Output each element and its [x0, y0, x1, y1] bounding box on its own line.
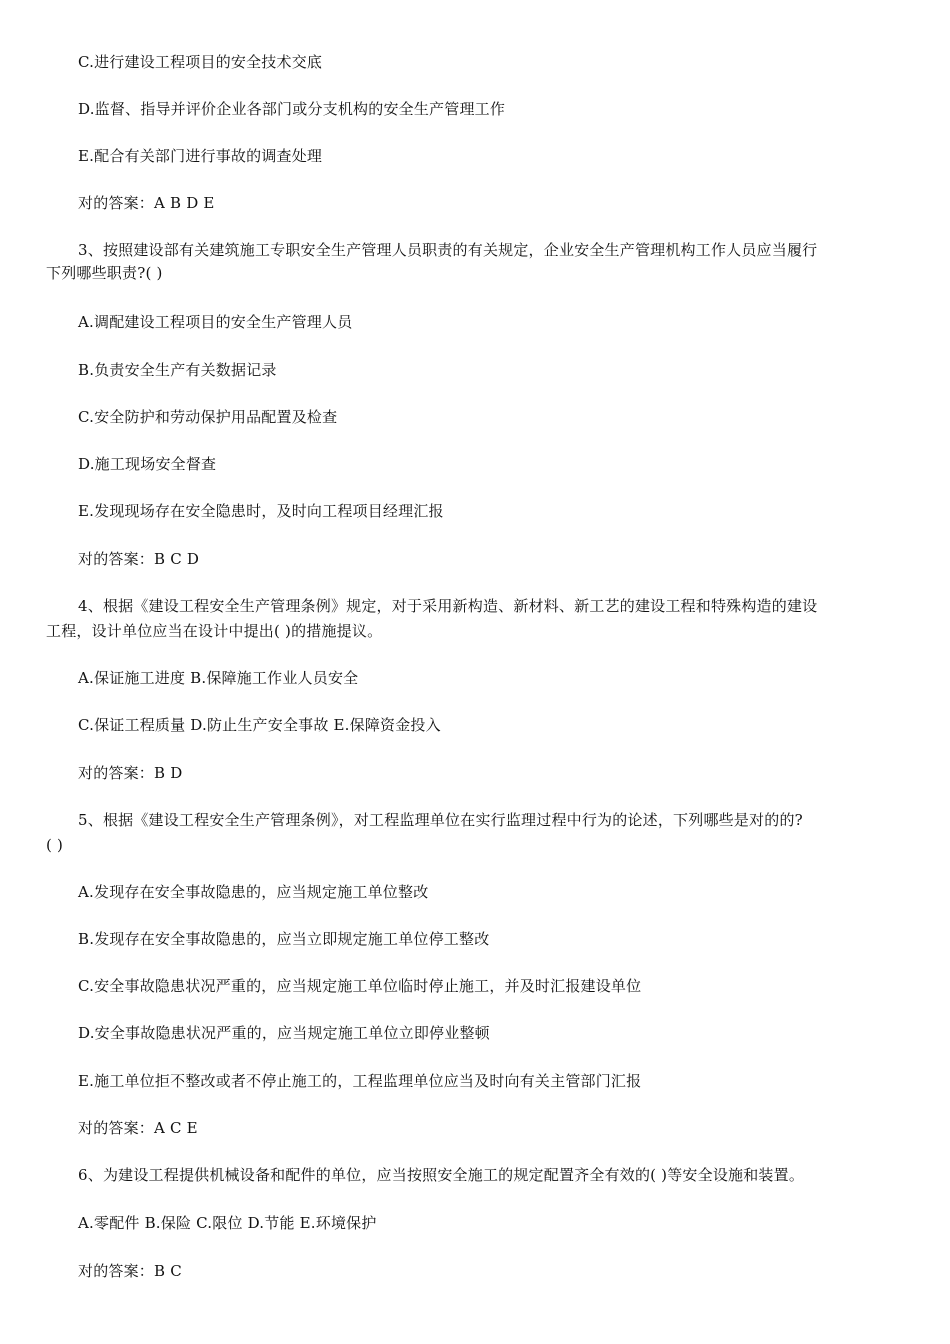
option-q5-a: A.发现存在安全事故隐患的，应当规定施工单位整改: [78, 883, 429, 901]
option-q4-cde: C.保证工程质量 D.防止生产安全事故 E.保障资金投入: [78, 716, 441, 734]
question-5-line-1: 5、根据《建设工程安全生产管理条例》，对工程监理单位在实行监理过程中行为的论述，下列哪些是对的的?: [78, 811, 803, 829]
answer-q6: 对的答案：B C: [78, 1262, 182, 1280]
option-q2-c: C.进行建设工程项目的安全技术交底: [78, 53, 323, 71]
question-3-line-2: 下列哪些职责?( ): [46, 264, 163, 282]
question-4-line-2: 工程，设计单位应当在设计中提出( )的措施提议。: [46, 622, 383, 640]
option-q3-d: D.施工现场安全督查: [78, 455, 217, 473]
option-q5-c: C.安全事故隐患状况严重的，应当规定施工单位临时停止施工，并及时汇报建设单位: [78, 977, 642, 995]
option-q2-e: E.配合有关部门进行事故的调查处理: [78, 147, 323, 165]
option-q3-a: A.调配建设工程项目的安全生产管理人员: [78, 313, 353, 331]
answer-q5: 对的答案：A C E: [78, 1119, 198, 1137]
option-q5-e: E.施工单位拒不整改或者不停止施工的，工程监理单位应当及时向有关主管部门汇报: [78, 1072, 642, 1090]
option-q6: A.零配件 B.保险 C.限位 D.节能 E.环境保护: [78, 1214, 377, 1232]
question-6: 6、为建设工程提供机械设备和配件的单位，应当按照安全施工的规定配置齐全有效的( )等安全设施和装置。: [78, 1166, 805, 1184]
option-q3-e: E.发现现场存在安全隐患时，及时向工程项目经理汇报: [78, 502, 444, 520]
answer-q2: 对的答案：A B D E: [78, 194, 215, 212]
option-q3-b: B.负责安全生产有关数据记录: [78, 361, 277, 379]
option-q5-d: D.安全事故隐患状况严重的，应当规定施工单位立即停业整顿: [78, 1024, 490, 1042]
option-q3-c: C.安全防护和劳动保护用品配置及检查: [78, 408, 338, 426]
question-4-line-1: 4、根据《建设工程安全生产管理条例》规定，对于采用新构造、新材料、新工艺的建设工程和特殊构造的建设: [78, 597, 818, 615]
option-q4-ab: A.保证施工进度 B.保障施工作业人员安全: [78, 669, 359, 687]
option-q5-b: B.发现存在安全事故隐患的，应当立即规定施工单位停工整改: [78, 930, 490, 948]
question-3-line-1: 3、按照建设部有关建筑施工专职安全生产管理人员职责的有关规定，企业安全生产管理机构工作人员应当履行: [78, 241, 818, 259]
question-5-line-2: ( ): [46, 836, 64, 854]
answer-q4: 对的答案：B D: [78, 764, 183, 782]
answer-q3: 对的答案：B C D: [78, 550, 200, 568]
option-q2-d: D.监督、指导并评价企业各部门或分支机构的安全生产管理工作: [78, 100, 506, 118]
